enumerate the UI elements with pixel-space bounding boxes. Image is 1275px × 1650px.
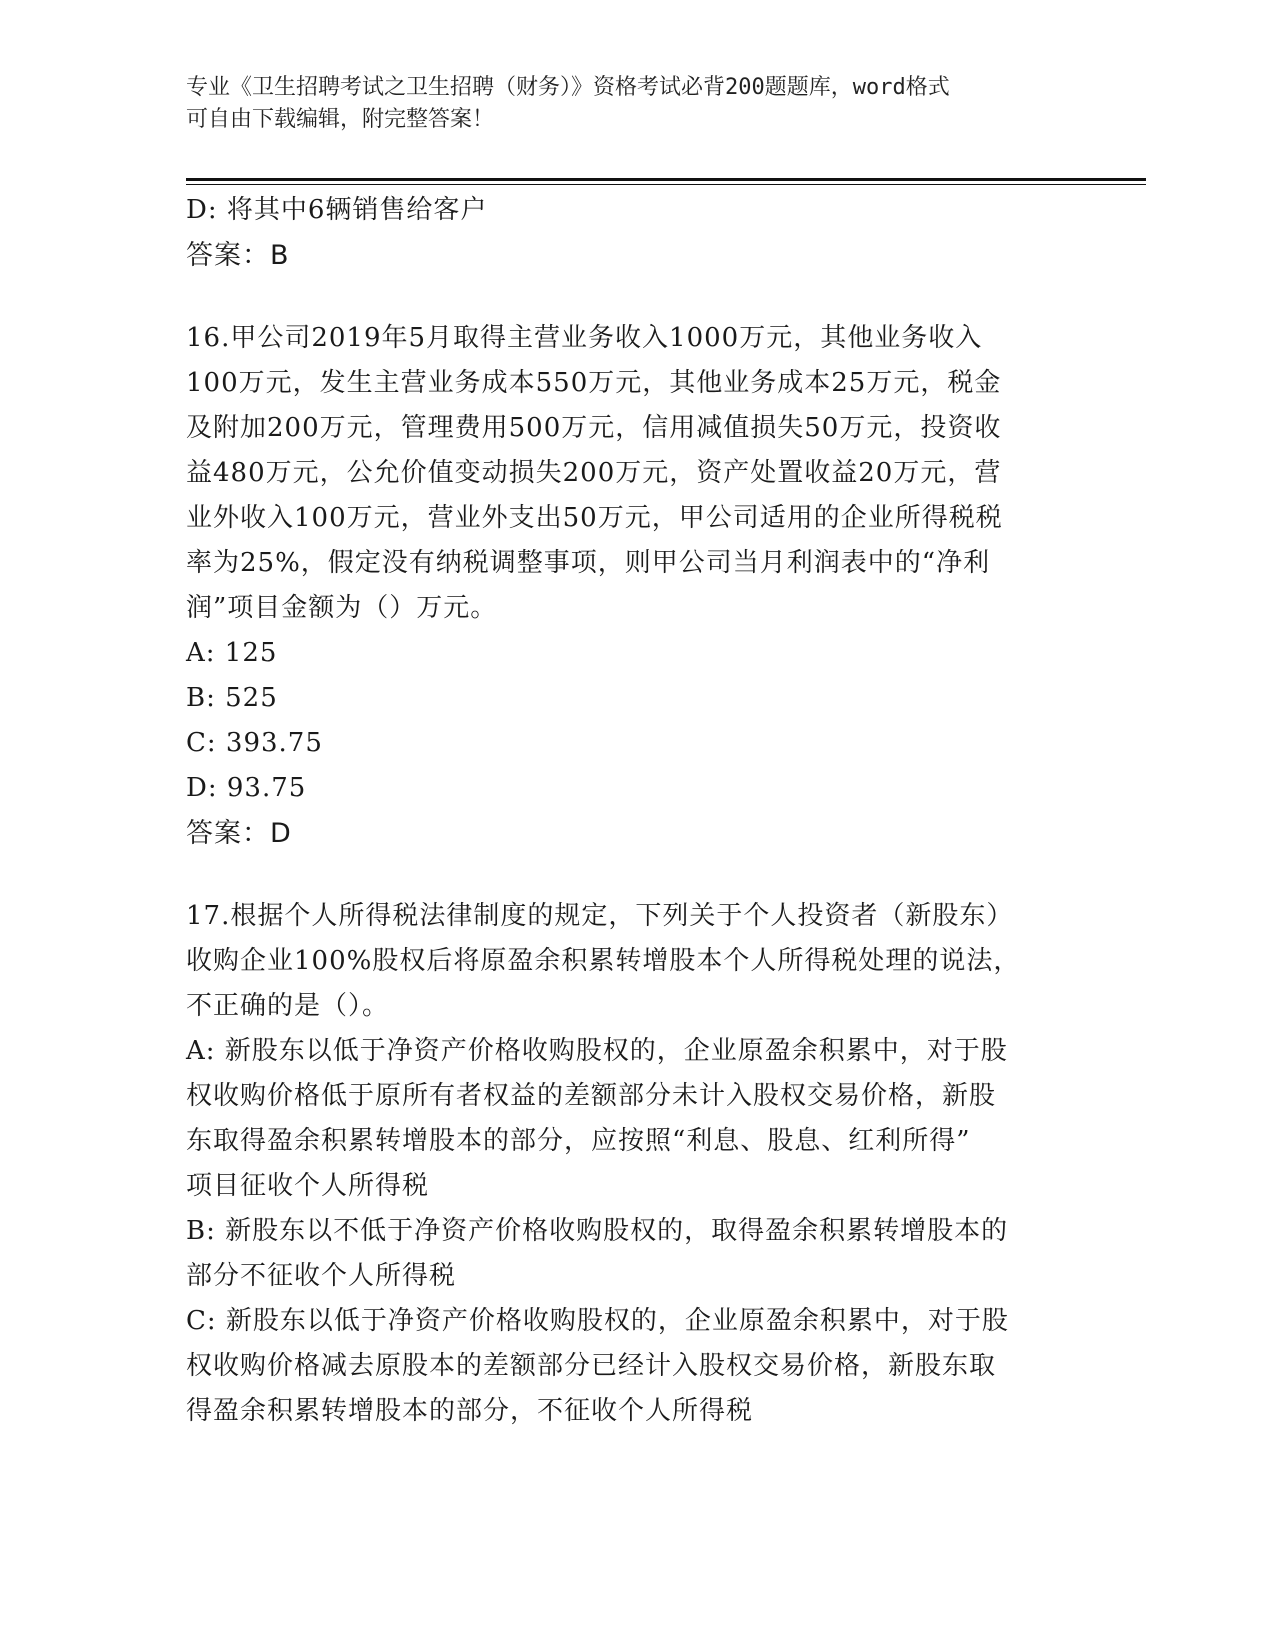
question-17: [186, 894, 1086, 1434]
spacer: [186, 856, 1086, 894]
q17-option-c-line: 得盈余积累转增股本的部分，不征收个人所得税: [186, 1396, 754, 1426]
document-header: [186, 72, 1086, 136]
q16-stem-line: 16.甲公司2019年5月取得主营业务收入1000万元，其他业务收入: [186, 323, 983, 353]
q17-option-b-line: B: 新股东以不低于净资产价格收购股权的，取得盈余积累转增股本的: [186, 1216, 1009, 1246]
q16-option-a: A: 125: [186, 638, 278, 668]
q17-option-c-line: 权收购价格减去原股本的差额部分已经计入股权交易价格，新股东取: [186, 1351, 997, 1381]
q16-stem-line: 率为25%，假定没有纳税调整事项，则甲公司当月利润表中的“净利: [186, 548, 991, 578]
q17-option-b-line: 部分不征收个人所得税: [186, 1261, 457, 1291]
header-line-2: 可自由下载编辑，附完整答案！: [186, 107, 495, 132]
question-16: [186, 316, 1086, 856]
q16-option-c: C: 393.75: [186, 728, 323, 758]
header-rule-thin: [186, 184, 1146, 185]
q16-answer: 答案：D: [186, 818, 292, 849]
header-line-1: 专业《卫生招聘考试之卫生招聘（财务）》资格考试必背200题题库，word格式: [186, 75, 950, 100]
header-rule-thick: [186, 178, 1146, 181]
q17-option-a-line: 项目征收个人所得税: [186, 1171, 430, 1201]
q16-stem-line: 及附加200万元，管理费用500万元，信用减值损失50万元，投资收: [186, 413, 1002, 443]
q17-stem-line: 不正确的是（）。: [186, 991, 390, 1021]
q16-stem-line: 100万元，发生主营业务成本550万元，其他业务成本25万元，税金: [186, 368, 1002, 398]
q17-stem-line: 17.根据个人所得税法律制度的规定，下列关于个人投资者（新股东）: [186, 901, 1014, 931]
document-body: [186, 188, 1086, 1434]
spacer: [186, 278, 1086, 316]
q16-option-d: D: 93.75: [186, 773, 307, 803]
q17-option-a-line: 东取得盈余积累转增股本的部分，应按照“利息、股息、红利所得”: [186, 1126, 971, 1156]
q16-stem-line: 业外收入100万元，营业外支出50万元，甲公司适用的企业所得税税: [186, 503, 1003, 533]
prev-answer: 答案：B: [186, 240, 290, 271]
q17-option-c-line: C: 新股东以低于净资产价格收购股权的，企业原盈余积累中，对于股: [186, 1306, 1009, 1336]
q17-option-a-line: 权收购价格低于原所有者权益的差额部分未计入股权交易价格，新股: [186, 1081, 997, 1111]
q17-option-a-line: A: 新股东以低于净资产价格收购股权的，企业原盈余积累中，对于股: [186, 1036, 1008, 1066]
q17-stem-line: 收购企业100%股权后将原盈余积累转增股本个人所得税处理的说法，: [186, 946, 1021, 976]
q16-stem-line: 润”项目金额为（）万元。: [186, 593, 498, 623]
q16-stem-line: 益480万元，公允价值变动损失200万元，资产处置收益20万元，营: [186, 458, 1002, 488]
q16-option-b: B: 525: [186, 683, 278, 713]
prev-option-d: D: 将其中6辆销售给客户: [186, 195, 488, 225]
